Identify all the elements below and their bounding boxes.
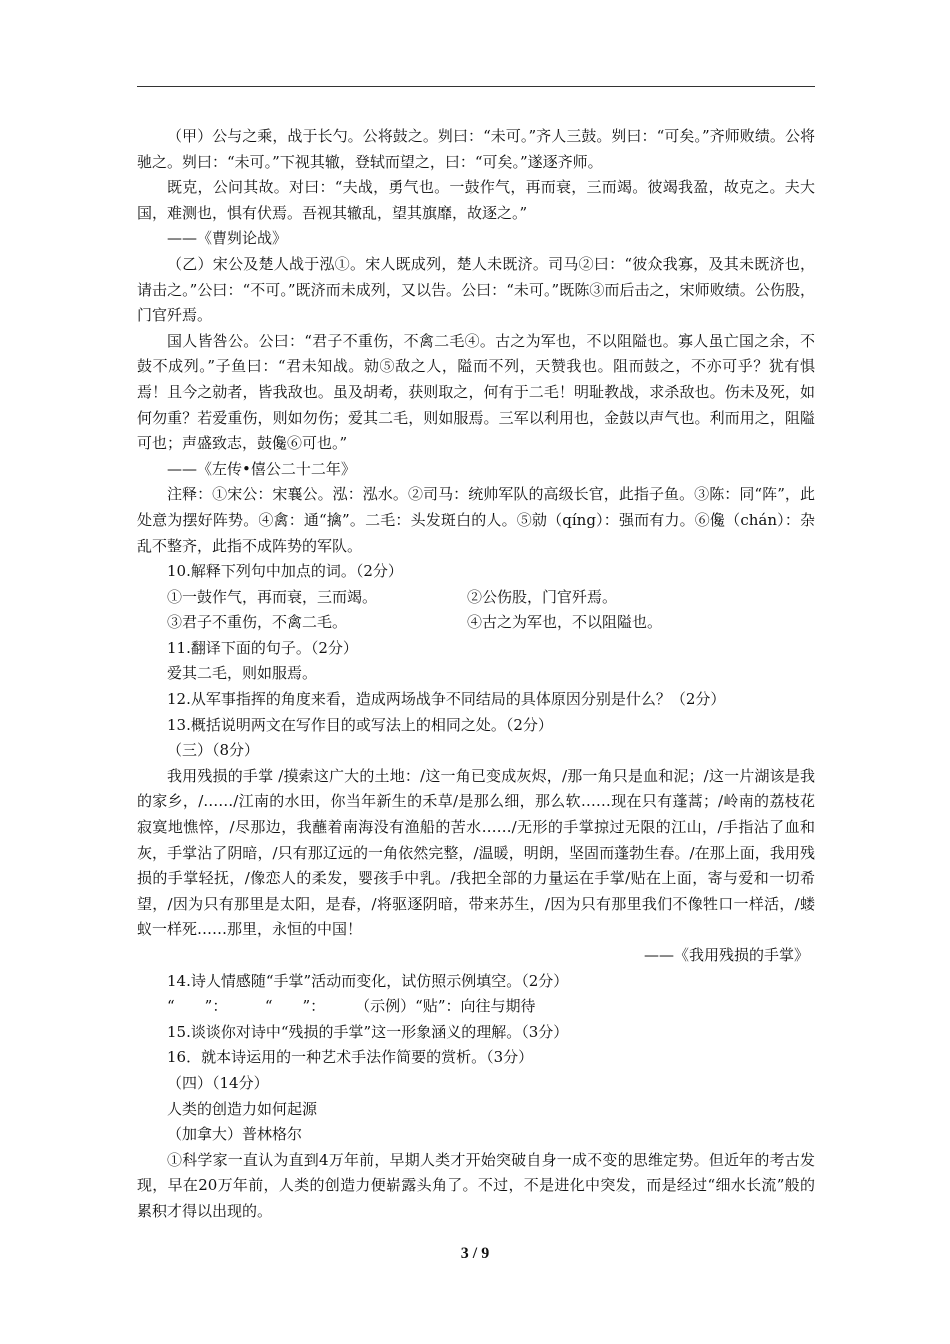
question-15: 15.谈谈你对诗中“残损的手掌”这一形象涵义的理解。（3分） bbox=[167, 1022, 569, 1041]
question-11: 11.翻译下面的句子。（2分） bbox=[167, 638, 358, 657]
article-paragraph-1: ①科学家一直认为直到4万年前，早期人类才开始突破自身一成不变的思维定势。但近年的考古发现，早在20万年前，人类的创造力便崭露头角了。不过，不是进化中突发，而是经过“细水长流”般的累积才得以出现的。 bbox=[137, 1150, 815, 1220]
poem-source: ——《我用残损的手掌》 bbox=[643, 946, 809, 964]
article-title: 人类的创造力如何起源 bbox=[167, 1099, 318, 1118]
article-author: （加拿大）普林格尔 bbox=[167, 1125, 303, 1144]
jia-paragraph-2: 既克，公问其故。对曰：“夫战，勇气也。一鼓作气，再而衰，三而竭。彼竭我盈，故克之。夫大国，难测也，惧有伏焉。吾视其辙乱，望其旗靡，故逐之。” bbox=[137, 178, 815, 222]
question-10: 10.解释下列句中加点的词。（2分） bbox=[167, 562, 403, 581]
page-body bbox=[137, 124, 815, 1225]
yi-source: ——《左传•僖公二十二年》 bbox=[167, 459, 356, 478]
question-10-item-4: ④古之为军也，不以阻隘也。 bbox=[467, 613, 663, 632]
question-10-item-3: ③君子不重伤，不禽二毛。 bbox=[167, 613, 348, 632]
notes: 注释：①宋公：宋襄公。泓：泓水。②司马：统帅军队的高级长官，此指子鱼。③陈：同“阵”，此处意为摆好阵势。④禽：通“擒”。二毛：头发斑白的人。⑤勍（qíng）：强而有力。⑥儳（chán）：杂乱不整齐，此指不成阵势的军队。 bbox=[137, 485, 815, 555]
question-14: 14.诗人情感随“手掌”活动而变化，试仿照示例填空。（2分） bbox=[167, 971, 569, 990]
jia-paragraph-1: （甲）公与之乘，战于长勺。公将鼓之。刿曰：“未可。”齐人三鼓。刿曰：“可矣。”齐师败绩。公将驰之。刿曰：“未可。”下视其辙，登轼而望之，曰：“可矣。”遂逐齐师。 bbox=[137, 127, 815, 171]
question-10-item-2: ②公伤股，门官歼焉。 bbox=[467, 587, 618, 606]
yi-paragraph-1: （乙）宋公及楚人战于泓①。宋人既成列，楚人未既济。司马②曰：“彼众我寡，及其未既济也，请击之。”公曰：“不可。”既济而未成列，又以告。公曰：“未可。”既陈③而后击之，宋师败绩。公伤股，门官歼焉。 bbox=[137, 254, 815, 325]
question-12: 12.从军事指挥的角度来看，造成两场战争不同结局的具体原因分别是什么？（2分） bbox=[167, 690, 726, 709]
page-number: 3 / 9 bbox=[460, 1245, 490, 1262]
question-13: 13.概括说明两文在写作目的或写法上的相同之处。（2分） bbox=[167, 715, 553, 734]
question-16: 16．就本诗运用的一种艺术手法作简要的赏析。（3分） bbox=[167, 1048, 534, 1067]
poem-text: 我用残损的手掌 /摸索这广大的土地：/这一角已变成灰烬，/那一角只是血和泥；/这一片湖该是我的家乡，/……/江南的水田，你当年新生的禾草/是那么细，那么软……现在只有蓬蒿；/岭南的荔枝花寂寞地憔悴，/尽那边，我蘸着南海没有渔船的苦水……/无形的手掌掠过无限的江山，/手指沾了血和灰，手掌沾了阴暗，/只有那辽远的一角依然完整，/温暖，明朗，坚固而蓬勃生春。/在那上面，我用残损的手掌轻抚，/像恋人的柔发，婴孩手中乳。/我把全部的力量运在手掌/贴在上面，寄与爱和一切希望，/因为只有那里是太阳，是春，/将驱逐阴暗，带来苏生，/因为只有那里我们不像牲口一样活，/蝼蚁一样死……那里，永恒的中国！ bbox=[137, 766, 815, 939]
question-10-item-1: ①一鼓作气，再而衰，三而竭。 bbox=[167, 587, 378, 606]
question-10-row-2 bbox=[137, 610, 815, 636]
section-4-heading: （四）（14分） bbox=[167, 1073, 269, 1092]
yi-paragraph-2: 国人皆咎公。公曰：“君子不重伤，不禽二毛④。古之为军也，不以阻隘也。寡人虽亡国之余，不鼓不成列。”子鱼曰：“君未知战。勍⑤敌之人，隘而不列，天赞我也。阻而鼓之，不亦可乎？犹有惧焉！且今之勍者，皆我敌也。虽及胡耇，获则取之，何有于二毛！明耻教战，求杀敌也。伤未及死，如何勿重？若爱重伤，则如勿伤；爱其二毛，则如服焉。三军以利用也，金鼓以声气也。利而用之，阻隘可也；声盛致志，鼓儳⑥可也。” bbox=[137, 331, 815, 453]
jia-source: ——《曹刿论战》 bbox=[167, 229, 288, 248]
header-rule bbox=[137, 86, 815, 87]
question-11-sentence: 爱其二毛，则如服焉。 bbox=[167, 664, 318, 683]
question-10-row-1 bbox=[137, 585, 815, 611]
question-14-blank: “ ”： “ ”： （示例）“贴”：向往与期待 bbox=[167, 997, 536, 1016]
section-3-heading: （三）（8分） bbox=[167, 741, 260, 760]
